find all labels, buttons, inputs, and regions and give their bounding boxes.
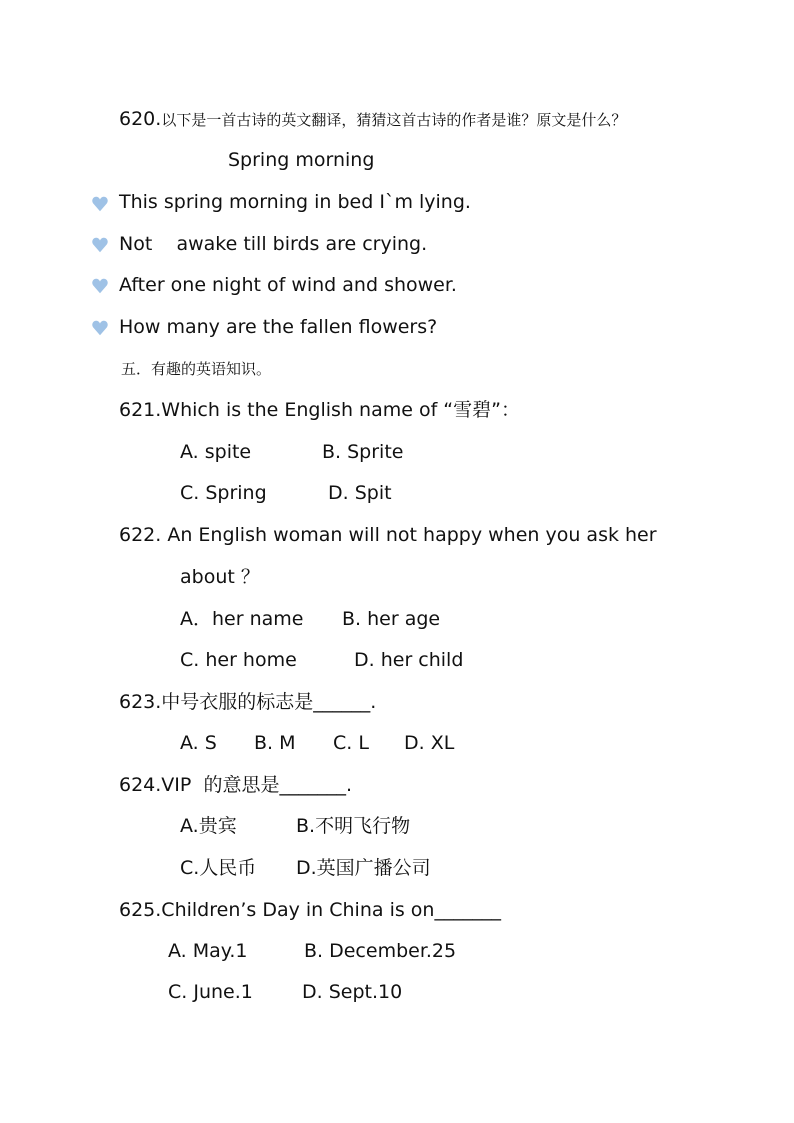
q624-option-a: A.贵宾 xyxy=(180,815,237,837)
q620-prompt: 以下是一首古诗的英文翻译，猜猜这首古诗的作者是谁？原文是什么？ xyxy=(161,111,627,129)
q625-option-d: D. Sept.10 xyxy=(302,981,403,1003)
q620-title xyxy=(119,107,626,132)
q623-option-d: D. XL xyxy=(404,732,455,754)
heart-icon xyxy=(91,319,109,337)
q623-option-a: A. S xyxy=(180,732,217,754)
q623-option-b: B. M xyxy=(254,732,296,754)
q623-option-c: C. L xyxy=(333,732,369,754)
q621-option-a: A. spite xyxy=(180,441,252,463)
poem-line: After one night of wind and shower. xyxy=(119,274,457,296)
q622-option-d: D. her child xyxy=(354,649,464,671)
poem-title: Spring morning xyxy=(228,149,375,171)
q625-option-a: A. May.1 xyxy=(168,940,248,962)
q620-number: 620. xyxy=(119,108,162,130)
q625-question: 625.Children’s Day in China is on_______ xyxy=(119,899,501,921)
q622-question: 622. An English woman will not happy when you ask her xyxy=(119,524,657,546)
poem-line: How many are the fallen flowers? xyxy=(119,316,438,338)
q624-question: 624.VIP 的意思是_______. xyxy=(119,774,352,796)
q623-question: 623.中号衣服的标志是______. xyxy=(119,691,377,713)
heart-icon xyxy=(91,236,109,254)
q622-option-c: C. her home xyxy=(180,649,297,671)
q622-option-a: A．her name xyxy=(180,608,304,630)
heart-icon xyxy=(91,277,109,295)
q622-option-b: B. her age xyxy=(342,608,441,630)
q621-option-b: B. Sprite xyxy=(322,441,404,463)
poem-line: This spring morning in bed I`m lying. xyxy=(119,191,471,213)
q622-question-cont: about ？ xyxy=(180,566,260,588)
q621-question: 621.Which is the English name of “雪碧”： xyxy=(119,399,520,421)
q625-option-b: B. December.25 xyxy=(304,940,457,962)
q624-option-b: B.不明飞行物 xyxy=(296,815,411,837)
q625-option-c: C. June.1 xyxy=(168,981,253,1003)
q624-option-c: C.人民币 xyxy=(180,857,257,879)
q624-option-d: D.英国广播公司 xyxy=(296,857,431,879)
poem-line: Not awake till birds are crying. xyxy=(119,233,428,255)
q621-option-d: D. Spit xyxy=(328,482,392,504)
heart-icon xyxy=(91,195,109,213)
q621-option-c: C. Spring xyxy=(180,482,267,504)
section-heading: 五．有趣的英语知识。 xyxy=(121,360,272,378)
